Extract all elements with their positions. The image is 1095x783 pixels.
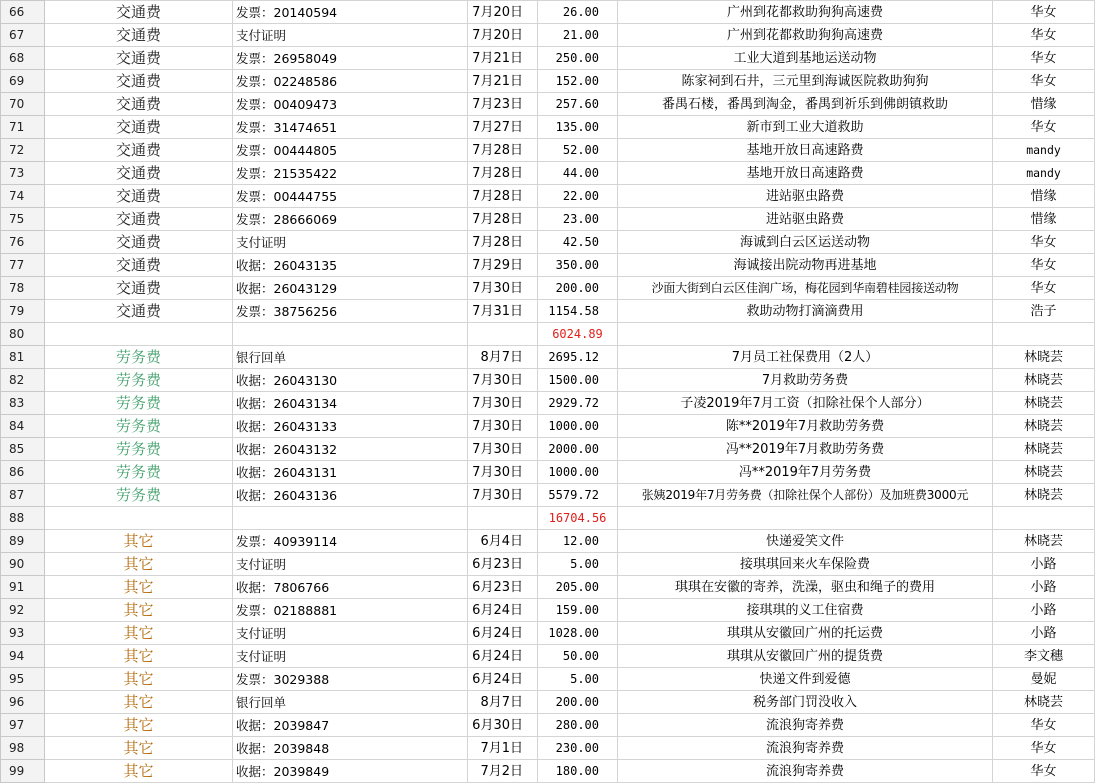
row-number[interactable]: 91 xyxy=(1,576,45,599)
person-cell[interactable]: 华女 xyxy=(993,231,1095,254)
description-cell[interactable]: 子凌2019年7月工资（扣除社保个人部分） xyxy=(618,392,993,415)
description-cell[interactable]: 海诚到白云区运送动物 xyxy=(618,231,993,254)
amount-cell[interactable]: 230.00 xyxy=(538,737,618,760)
table-row xyxy=(1,484,1095,507)
row-number[interactable]: 86 xyxy=(1,461,45,484)
description-cell[interactable] xyxy=(618,507,993,530)
category-cell[interactable]: 其它 xyxy=(45,760,233,783)
voucher-cell[interactable]: 收据：26043130 xyxy=(233,369,468,392)
table-row xyxy=(1,553,1095,576)
table-row xyxy=(1,714,1095,737)
description-cell[interactable]: 救助动物打滴滴费用 xyxy=(618,300,993,323)
person-cell[interactable]: 华女 xyxy=(993,737,1095,760)
amount-cell[interactable]: 1154.58 xyxy=(538,300,618,323)
row-number[interactable]: 92 xyxy=(1,599,45,622)
description-cell[interactable]: 基地开放日高速路费 xyxy=(618,162,993,185)
row-number[interactable]: 77 xyxy=(1,254,45,277)
date-cell[interactable]: 6月30日 xyxy=(468,714,538,737)
row-number[interactable]: 97 xyxy=(1,714,45,737)
row-number[interactable]: 73 xyxy=(1,162,45,185)
description-cell[interactable]: 接琪琪回来火车保险费 xyxy=(618,553,993,576)
voucher-cell[interactable]: 发票：02248586 xyxy=(233,70,468,93)
voucher-cell[interactable]: 收据：2039847 xyxy=(233,714,468,737)
amount-cell[interactable]: 135.00 xyxy=(538,116,618,139)
description-cell[interactable]: 进站驱虫路费 xyxy=(618,208,993,231)
description-cell[interactable]: 新市到工业大道救助 xyxy=(618,116,993,139)
table-row xyxy=(1,438,1095,461)
row-number[interactable]: 69 xyxy=(1,70,45,93)
table-row xyxy=(1,599,1095,622)
date-cell[interactable]: 6月24日 xyxy=(468,645,538,668)
voucher-cell[interactable]: 收据：26043134 xyxy=(233,392,468,415)
table-row xyxy=(1,70,1095,93)
voucher-cell[interactable]: 银行回单 xyxy=(233,691,468,714)
voucher-cell[interactable]: 收据：2039848 xyxy=(233,737,468,760)
category-cell[interactable]: 劳务费 xyxy=(45,484,233,507)
row-number[interactable]: 80 xyxy=(1,323,45,346)
row-number[interactable]: 68 xyxy=(1,47,45,70)
amount-cell[interactable]: 350.00 xyxy=(538,254,618,277)
person-cell[interactable]: 林晓芸 xyxy=(993,392,1095,415)
row-number[interactable]: 71 xyxy=(1,116,45,139)
person-cell[interactable]: 林晓芸 xyxy=(993,691,1095,714)
row-number[interactable]: 74 xyxy=(1,185,45,208)
category-cell[interactable]: 交通费 xyxy=(45,185,233,208)
sheet-body xyxy=(1,1,1095,783)
date-cell[interactable]: 7月30日 xyxy=(468,369,538,392)
voucher-cell[interactable]: 发票：3029388 xyxy=(233,668,468,691)
row-number[interactable]: 90 xyxy=(1,553,45,576)
person-cell[interactable]: 林晓芸 xyxy=(993,369,1095,392)
table-row xyxy=(1,691,1095,714)
category-cell[interactable] xyxy=(45,323,233,346)
table-row xyxy=(1,185,1095,208)
person-cell[interactable]: mandy xyxy=(993,139,1095,162)
amount-cell[interactable]: 5579.72 xyxy=(538,484,618,507)
description-cell[interactable]: 琪琪从安徽回广州的托运费 xyxy=(618,622,993,645)
table-row xyxy=(1,24,1095,47)
voucher-cell[interactable]: 发票：26958049 xyxy=(233,47,468,70)
person-cell[interactable]: 林晓芸 xyxy=(993,438,1095,461)
category-cell[interactable]: 交通费 xyxy=(45,208,233,231)
person-cell[interactable]: 曼妮 xyxy=(993,668,1095,691)
category-cell[interactable]: 交通费 xyxy=(45,70,233,93)
amount-cell[interactable]: 257.60 xyxy=(538,93,618,116)
person-cell[interactable]: 华女 xyxy=(993,760,1095,783)
description-cell[interactable]: 海诚接出院动物再进基地 xyxy=(618,254,993,277)
date-cell[interactable]: 7月27日 xyxy=(468,116,538,139)
description-cell[interactable]: 7月救助劳务费 xyxy=(618,369,993,392)
category-cell[interactable]: 交通费 xyxy=(45,277,233,300)
row-number[interactable]: 85 xyxy=(1,438,45,461)
category-cell[interactable]: 劳务费 xyxy=(45,369,233,392)
voucher-cell[interactable]: 支付证明 xyxy=(233,645,468,668)
category-cell[interactable]: 其它 xyxy=(45,691,233,714)
person-cell[interactable]: 华女 xyxy=(993,1,1095,24)
amount-cell[interactable]: 250.00 xyxy=(538,47,618,70)
category-cell[interactable]: 交通费 xyxy=(45,24,233,47)
voucher-cell[interactable]: 发票：31474651 xyxy=(233,116,468,139)
table-row xyxy=(1,277,1095,300)
amount-cell[interactable]: 1028.00 xyxy=(538,622,618,645)
date-cell[interactable]: 6月23日 xyxy=(468,553,538,576)
date-cell[interactable]: 7月28日 xyxy=(468,208,538,231)
table-row xyxy=(1,576,1095,599)
amount-cell[interactable]: 50.00 xyxy=(538,645,618,668)
person-cell[interactable]: 惜缘 xyxy=(993,208,1095,231)
date-cell[interactable]: 7月28日 xyxy=(468,139,538,162)
voucher-cell[interactable]: 收据：26043131 xyxy=(233,461,468,484)
date-cell[interactable]: 7月28日 xyxy=(468,231,538,254)
category-cell[interactable]: 交通费 xyxy=(45,116,233,139)
voucher-cell[interactable]: 支付证明 xyxy=(233,622,468,645)
row-number[interactable]: 94 xyxy=(1,645,45,668)
voucher-cell[interactable]: 发票：21535422 xyxy=(233,162,468,185)
description-cell[interactable]: 番禺石楼，番禺到淘金，番禺到祈乐到佛朗镇救助 xyxy=(618,93,993,116)
amount-cell[interactable]: 22.00 xyxy=(538,185,618,208)
voucher-cell[interactable]: 发票：00444755 xyxy=(233,185,468,208)
row-number[interactable]: 82 xyxy=(1,369,45,392)
description-cell[interactable]: 税务部门罚没收入 xyxy=(618,691,993,714)
table-row xyxy=(1,254,1095,277)
category-cell[interactable]: 其它 xyxy=(45,576,233,599)
row-number[interactable]: 88 xyxy=(1,507,45,530)
date-cell[interactable]: 6月24日 xyxy=(468,599,538,622)
description-cell[interactable]: 冯**2019年7月劳务费 xyxy=(618,461,993,484)
category-cell[interactable]: 交通费 xyxy=(45,231,233,254)
person-cell[interactable]: 小路 xyxy=(993,599,1095,622)
date-cell[interactable]: 7月23日 xyxy=(468,93,538,116)
description-cell[interactable]: 接琪琪的义工住宿费 xyxy=(618,599,993,622)
date-cell[interactable] xyxy=(468,507,538,530)
person-cell[interactable]: 惜缘 xyxy=(993,93,1095,116)
person-cell[interactable]: 华女 xyxy=(993,47,1095,70)
date-cell[interactable]: 7月28日 xyxy=(468,162,538,185)
table-row xyxy=(1,346,1095,369)
voucher-cell[interactable]: 发票：40939114 xyxy=(233,530,468,553)
category-cell[interactable]: 交通费 xyxy=(45,139,233,162)
amount-cell[interactable]: 6024.89 xyxy=(538,323,618,346)
table-row xyxy=(1,93,1095,116)
date-cell[interactable]: 7月31日 xyxy=(468,300,538,323)
category-cell[interactable]: 其它 xyxy=(45,645,233,668)
amount-cell[interactable]: 42.50 xyxy=(538,231,618,254)
description-cell[interactable]: 琪琪从安徽回广州的提货费 xyxy=(618,645,993,668)
voucher-cell[interactable]: 收据：7806766 xyxy=(233,576,468,599)
row-number[interactable]: 78 xyxy=(1,277,45,300)
date-cell[interactable]: 8月7日 xyxy=(468,346,538,369)
row-number[interactable]: 76 xyxy=(1,231,45,254)
amount-cell[interactable]: 16704.56 xyxy=(538,507,618,530)
category-cell[interactable]: 其它 xyxy=(45,737,233,760)
row-number[interactable]: 66 xyxy=(1,1,45,24)
category-cell[interactable]: 交通费 xyxy=(45,162,233,185)
table-row xyxy=(1,139,1095,162)
amount-cell[interactable]: 1000.00 xyxy=(538,461,618,484)
date-cell[interactable]: 7月30日 xyxy=(468,392,538,415)
person-cell[interactable]: 华女 xyxy=(993,116,1095,139)
category-cell[interactable]: 其它 xyxy=(45,599,233,622)
date-cell[interactable]: 7月21日 xyxy=(468,47,538,70)
voucher-cell[interactable]: 发票：00409473 xyxy=(233,93,468,116)
date-cell[interactable]: 6月4日 xyxy=(468,530,538,553)
description-cell[interactable]: 陈家祠到石井，三元里到海诚医院救助狗狗 xyxy=(618,70,993,93)
date-cell[interactable]: 7月30日 xyxy=(468,277,538,300)
row-number[interactable]: 75 xyxy=(1,208,45,231)
amount-cell[interactable]: 152.00 xyxy=(538,70,618,93)
row-number[interactable]: 67 xyxy=(1,24,45,47)
row-number[interactable]: 70 xyxy=(1,93,45,116)
amount-cell[interactable]: 180.00 xyxy=(538,760,618,783)
row-number[interactable]: 93 xyxy=(1,622,45,645)
table-row xyxy=(1,737,1095,760)
description-cell[interactable]: 7月员工社保费用（2人） xyxy=(618,346,993,369)
amount-cell[interactable]: 200.00 xyxy=(538,277,618,300)
table-row xyxy=(1,47,1095,70)
date-cell[interactable]: 7月1日 xyxy=(468,737,538,760)
voucher-cell[interactable]: 银行回单 xyxy=(233,346,468,369)
amount-cell[interactable]: 12.00 xyxy=(538,530,618,553)
voucher-cell[interactable]: 支付证明 xyxy=(233,24,468,47)
person-cell[interactable]: 林晓芸 xyxy=(993,484,1095,507)
voucher-cell[interactable] xyxy=(233,323,468,346)
amount-cell[interactable]: 52.00 xyxy=(538,139,618,162)
person-cell[interactable]: 林晓芸 xyxy=(993,530,1095,553)
voucher-cell[interactable]: 发票：20140594 xyxy=(233,1,468,24)
amount-cell[interactable]: 26.00 xyxy=(538,1,618,24)
category-cell[interactable]: 交通费 xyxy=(45,47,233,70)
category-cell[interactable]: 劳务费 xyxy=(45,346,233,369)
row-number[interactable]: 84 xyxy=(1,415,45,438)
description-cell[interactable]: 陈**2019年7月救助劳务费 xyxy=(618,415,993,438)
date-cell[interactable]: 6月23日 xyxy=(468,576,538,599)
table-row xyxy=(1,1,1095,24)
date-cell[interactable] xyxy=(468,323,538,346)
voucher-cell[interactable]: 发票：28666069 xyxy=(233,208,468,231)
category-cell[interactable]: 交通费 xyxy=(45,1,233,24)
description-cell[interactable]: 广州到花都救助狗狗高速费 xyxy=(618,1,993,24)
person-cell[interactable] xyxy=(993,507,1095,530)
description-cell[interactable]: 进站驱虫路费 xyxy=(618,185,993,208)
description-cell[interactable]: 流浪狗寄养费 xyxy=(618,760,993,783)
amount-cell[interactable]: 280.00 xyxy=(538,714,618,737)
row-number[interactable]: 96 xyxy=(1,691,45,714)
amount-cell[interactable]: 159.00 xyxy=(538,599,618,622)
row-number[interactable]: 83 xyxy=(1,392,45,415)
date-cell[interactable]: 7月21日 xyxy=(468,70,538,93)
voucher-cell[interactable]: 收据：2039849 xyxy=(233,760,468,783)
date-cell[interactable]: 8月7日 xyxy=(468,691,538,714)
date-cell[interactable]: 7月20日 xyxy=(468,1,538,24)
row-number[interactable]: 79 xyxy=(1,300,45,323)
table-row xyxy=(1,162,1095,185)
category-cell[interactable]: 其它 xyxy=(45,668,233,691)
person-cell[interactable]: 华女 xyxy=(993,70,1095,93)
amount-cell[interactable]: 23.00 xyxy=(538,208,618,231)
table-row xyxy=(1,116,1095,139)
voucher-cell[interactable]: 收据：26043129 xyxy=(233,277,468,300)
description-cell[interactable]: 流浪狗寄养费 xyxy=(618,714,993,737)
category-cell[interactable]: 交通费 xyxy=(45,300,233,323)
description-cell[interactable]: 广州到花都救助狗狗高速费 xyxy=(618,24,993,47)
date-cell[interactable]: 7月30日 xyxy=(468,484,538,507)
table-row xyxy=(1,369,1095,392)
row-number[interactable]: 87 xyxy=(1,484,45,507)
row-number[interactable]: 99 xyxy=(1,760,45,783)
amount-cell[interactable]: 2000.00 xyxy=(538,438,618,461)
voucher-cell[interactable]: 支付证明 xyxy=(233,231,468,254)
voucher-cell[interactable]: 收据：26043132 xyxy=(233,438,468,461)
category-cell[interactable]: 劳务费 xyxy=(45,392,233,415)
date-cell[interactable]: 7月28日 xyxy=(468,185,538,208)
person-cell[interactable]: 华女 xyxy=(993,254,1095,277)
description-cell[interactable]: 快递文件到爱德 xyxy=(618,668,993,691)
amount-cell[interactable]: 5.00 xyxy=(538,668,618,691)
person-cell[interactable]: 惜缘 xyxy=(993,185,1095,208)
person-cell[interactable] xyxy=(993,323,1095,346)
date-cell[interactable]: 6月24日 xyxy=(468,668,538,691)
date-cell[interactable]: 7月29日 xyxy=(468,254,538,277)
amount-cell[interactable]: 44.00 xyxy=(538,162,618,185)
category-cell[interactable]: 劳务费 xyxy=(45,438,233,461)
person-cell[interactable]: 林晓芸 xyxy=(993,346,1095,369)
person-cell[interactable]: 林晓芸 xyxy=(993,415,1095,438)
person-cell[interactable]: 小路 xyxy=(993,622,1095,645)
amount-cell[interactable]: 1000.00 xyxy=(538,415,618,438)
date-cell[interactable]: 7月30日 xyxy=(468,415,538,438)
description-cell[interactable]: 基地开放日高速路费 xyxy=(618,139,993,162)
amount-cell[interactable]: 5.00 xyxy=(538,553,618,576)
category-cell[interactable]: 交通费 xyxy=(45,93,233,116)
description-cell[interactable]: 工业大道到基地运送动物 xyxy=(618,47,993,70)
person-cell[interactable]: 华女 xyxy=(993,714,1095,737)
row-number[interactable]: 72 xyxy=(1,139,45,162)
category-cell[interactable]: 劳务费 xyxy=(45,461,233,484)
amount-cell[interactable]: 200.00 xyxy=(538,691,618,714)
voucher-cell[interactable]: 发票：00444805 xyxy=(233,139,468,162)
description-cell[interactable]: 沙面大街到白云区佳润广场，梅花园到华南碧桂园接送动物 xyxy=(618,277,993,300)
person-cell[interactable]: mandy xyxy=(993,162,1095,185)
amount-cell[interactable]: 205.00 xyxy=(538,576,618,599)
date-cell[interactable]: 6月24日 xyxy=(468,622,538,645)
voucher-cell[interactable]: 收据：26043135 xyxy=(233,254,468,277)
row-number[interactable]: 89 xyxy=(1,530,45,553)
person-cell[interactable]: 李文穗 xyxy=(993,645,1095,668)
description-cell[interactable]: 冯**2019年7月救助劳务费 xyxy=(618,438,993,461)
amount-cell[interactable]: 1500.00 xyxy=(538,369,618,392)
table-row xyxy=(1,530,1095,553)
description-cell[interactable]: 快递爱笑文件 xyxy=(618,530,993,553)
row-number[interactable]: 81 xyxy=(1,346,45,369)
description-cell[interactable]: 张姨2019年7月劳务费（扣除社保个人部份）及加班费3000元 xyxy=(618,484,993,507)
person-cell[interactable]: 华女 xyxy=(993,24,1095,47)
table-row xyxy=(1,300,1095,323)
description-cell[interactable]: 流浪狗寄养费 xyxy=(618,737,993,760)
amount-cell[interactable]: 2929.72 xyxy=(538,392,618,415)
voucher-cell[interactable]: 发票：02188881 xyxy=(233,599,468,622)
table-row xyxy=(1,622,1095,645)
voucher-cell[interactable]: 发票：38756256 xyxy=(233,300,468,323)
person-cell[interactable]: 小路 xyxy=(993,576,1095,599)
table-row xyxy=(1,415,1095,438)
row-number[interactable]: 98 xyxy=(1,737,45,760)
voucher-cell[interactable] xyxy=(233,507,468,530)
category-cell[interactable]: 其它 xyxy=(45,714,233,737)
category-cell[interactable]: 其它 xyxy=(45,622,233,645)
person-cell[interactable]: 小路 xyxy=(993,553,1095,576)
amount-cell[interactable]: 2695.12 xyxy=(538,346,618,369)
table-row xyxy=(1,760,1095,783)
table-row xyxy=(1,668,1095,691)
category-cell[interactable]: 劳务费 xyxy=(45,415,233,438)
voucher-cell[interactable]: 收据：26043136 xyxy=(233,484,468,507)
table-row xyxy=(1,231,1095,254)
table-row xyxy=(1,507,1095,530)
table-row xyxy=(1,461,1095,484)
table-row xyxy=(1,323,1095,346)
voucher-cell[interactable]: 收据：26043133 xyxy=(233,415,468,438)
person-cell[interactable]: 华女 xyxy=(993,277,1095,300)
category-cell[interactable]: 其它 xyxy=(45,530,233,553)
date-cell[interactable]: 7月20日 xyxy=(468,24,538,47)
description-cell[interactable]: 琪琪在安徽的寄养，洗澡，驱虫和绳子的费用 xyxy=(618,576,993,599)
person-cell[interactable]: 浩子 xyxy=(993,300,1095,323)
table-row xyxy=(1,645,1095,668)
amount-cell[interactable]: 21.00 xyxy=(538,24,618,47)
row-number[interactable]: 95 xyxy=(1,668,45,691)
date-cell[interactable]: 7月30日 xyxy=(468,461,538,484)
table-row xyxy=(1,208,1095,231)
category-cell[interactable] xyxy=(45,507,233,530)
date-cell[interactable]: 7月30日 xyxy=(468,438,538,461)
category-cell[interactable]: 其它 xyxy=(45,553,233,576)
date-cell[interactable]: 7月2日 xyxy=(468,760,538,783)
table-row xyxy=(1,392,1095,415)
voucher-cell[interactable]: 支付证明 xyxy=(233,553,468,576)
category-cell[interactable]: 交通费 xyxy=(45,254,233,277)
person-cell[interactable]: 林晓芸 xyxy=(993,461,1095,484)
description-cell[interactable] xyxy=(618,323,993,346)
